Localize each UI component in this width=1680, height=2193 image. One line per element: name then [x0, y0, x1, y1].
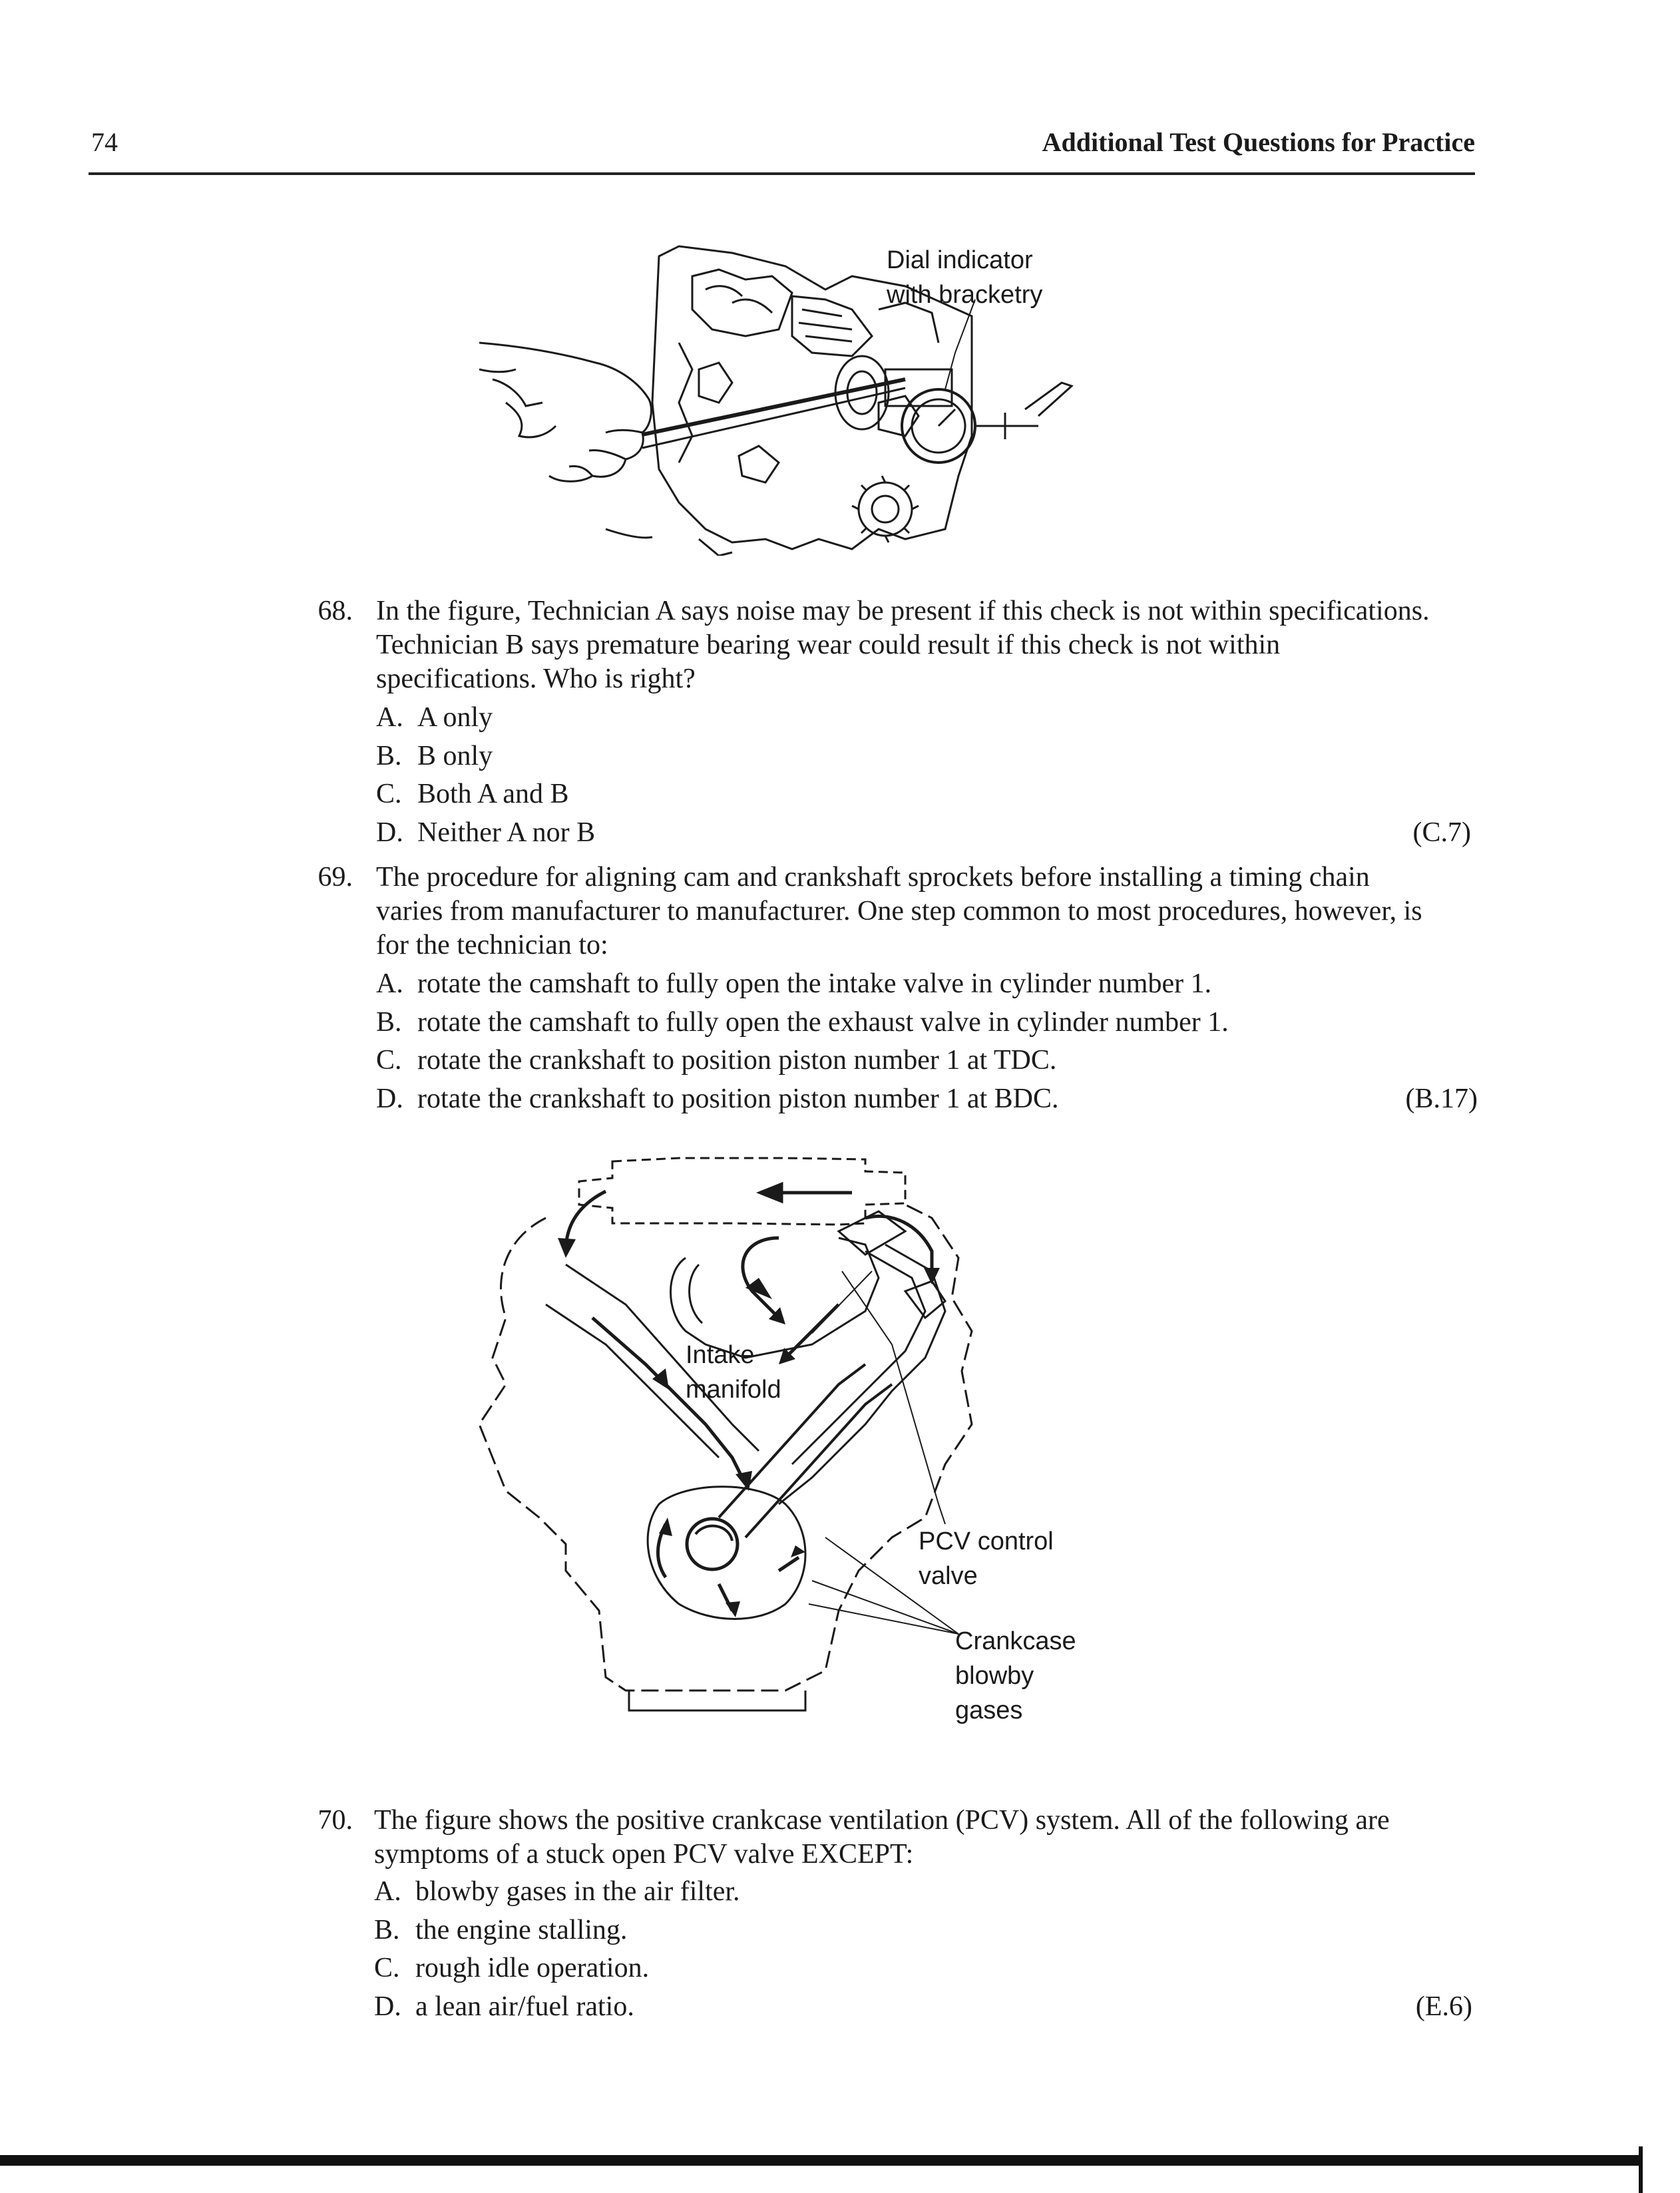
question-68 — [293, 594, 1478, 854]
option-c — [376, 1044, 1056, 1078]
crankcase-label-line2: blowby — [955, 1662, 1034, 1690]
option-text: rotate the camshaft to fully open the exhaust valve in cylinder number 1. — [417, 1007, 1229, 1038]
intake-label-line1: Intake — [686, 1341, 755, 1369]
page-number: 74 — [91, 127, 118, 157]
option-letter: B. — [376, 1007, 402, 1038]
option-text: rotate the crankshaft to position piston number 1 at BDC. — [417, 1084, 1059, 1114]
figure1-label-line2: with bracketry — [887, 281, 1043, 309]
figure1-label — [887, 243, 1042, 312]
figure2-label-crankcase — [955, 1624, 1076, 1728]
pcv-label-line1: PCV control — [919, 1527, 1054, 1555]
option-text: rotate the crankshaft to position piston number 1 at TDC. — [417, 1045, 1057, 1076]
option-a — [376, 967, 1211, 1001]
question-70 — [293, 1804, 1478, 2022]
option-letter: A. — [376, 968, 403, 999]
figure-pcv-system — [466, 1145, 1098, 1757]
figure1-label-line1: Dial indicator — [887, 246, 1033, 274]
option-text: A only — [417, 702, 493, 733]
option-text: B only — [417, 741, 493, 771]
option-a — [376, 701, 493, 735]
option-letter: A. — [376, 702, 403, 733]
running-head: Additional Test Questions for Practice — [1042, 127, 1475, 157]
option-text: Neither A nor B — [417, 817, 596, 848]
option-letter: C. — [376, 779, 402, 809]
pcv-label-line2: valve — [919, 1562, 978, 1590]
figure2-label-pcv — [919, 1524, 1054, 1593]
question-reference: (E.6) — [1415, 1991, 1472, 2022]
option-letter: D. — [374, 1991, 401, 2022]
option-letter: B. — [374, 1915, 400, 1945]
option-c — [376, 777, 569, 811]
option-text: rotate the camshaft to fully open the intake valve in cylinder number 1. — [417, 968, 1212, 999]
option-b — [376, 739, 493, 773]
question-reference: (B.17) — [1405, 1084, 1478, 1114]
option-a — [374, 1875, 740, 1909]
question-69 — [293, 861, 1478, 1127]
figure2-label-intake — [686, 1338, 781, 1407]
crankcase-label-line1: Crankcase — [955, 1627, 1076, 1655]
option-b — [374, 1913, 627, 1947]
question-number: 69. — [317, 862, 353, 893]
option-letter: A. — [374, 1876, 401, 1907]
option-b — [376, 1006, 1229, 1040]
figure-dial-indicator — [479, 236, 1078, 556]
bottom-edge-bar — [0, 2155, 1641, 2166]
option-text: Both A and B — [417, 779, 569, 809]
option-letter: D. — [376, 1084, 403, 1114]
option-letter: C. — [376, 1045, 402, 1076]
option-d — [376, 816, 595, 850]
question-stem: The procedure for aligning cam and crankshaft sprockets before installing a timing chain varies from manufacturer to manufacturer. One step common to most procedures, however, is for the technician to: — [376, 862, 1422, 960]
option-text: the engine stalling. — [415, 1915, 628, 1945]
option-text: rough idle operation. — [415, 1953, 650, 1983]
option-letter: B. — [376, 741, 402, 771]
option-letter: D. — [376, 817, 403, 848]
option-letter: C. — [374, 1953, 400, 1983]
intake-label-line2: manifold — [686, 1376, 781, 1404]
option-c — [374, 1951, 649, 1985]
question-stem: The figure shows the positive crankcase ventilation (PCV) system. All of the following are symptoms of a stuck open PCV valve EXCEPT: — [374, 1805, 1390, 1870]
question-stem: In the figure, Technician A says noise may be present if this check is not within specifications. Technician B says premature bearing wear could result if this check is not within specifications. Who is right? — [376, 596, 1430, 694]
option-d — [376, 1082, 1059, 1116]
question-number: 68. — [317, 596, 353, 626]
option-text: a lean air/fuel ratio. — [415, 1991, 634, 2022]
header-rule — [89, 172, 1475, 175]
option-text: blowby gases in the air filter. — [415, 1876, 740, 1907]
bottom-edge-bar-end — [1639, 2146, 1643, 2193]
option-d — [374, 1990, 634, 2024]
crankcase-label-line3: gases — [955, 1696, 1023, 1724]
question-number: 70. — [317, 1805, 353, 1836]
question-reference: (C.7) — [1412, 817, 1471, 848]
